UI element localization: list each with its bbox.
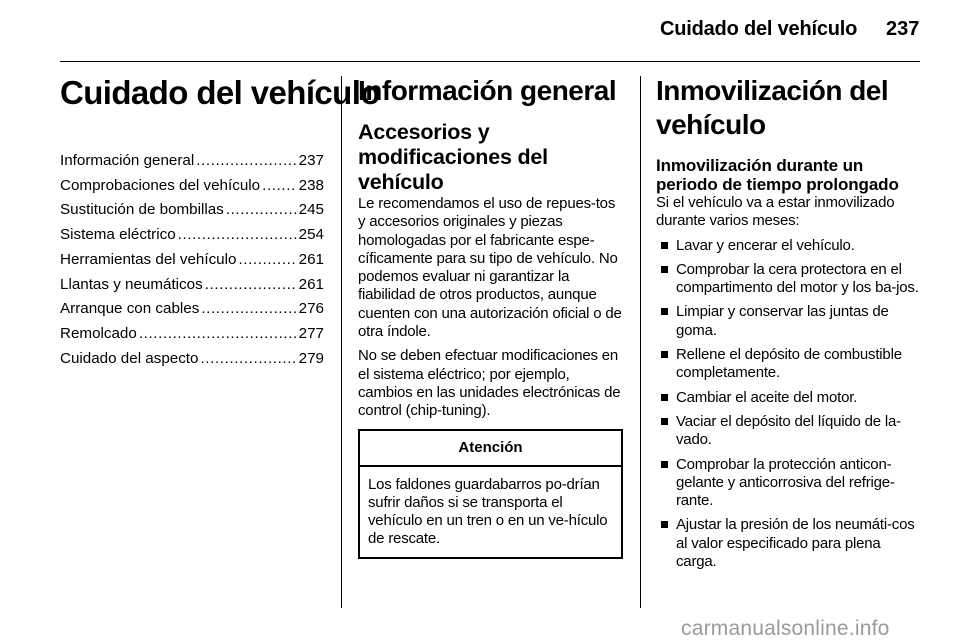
square-bullet-icon — [661, 394, 668, 401]
list-item-text: Rellene el depósito de combustible completamente. — [676, 346, 902, 382]
list-item-text: Ajustar la presión de los neumáti-cos al valor especificado para plena carga. — [676, 516, 915, 571]
toc-leader-dots — [226, 198, 297, 223]
list-item — [656, 516, 920, 571]
toc-entry-label: Comprobaciones del vehículo — [60, 176, 261, 194]
list-item-text: Comprobar la cera protectora en el compartimento del motor y los ba-jos. — [676, 260, 919, 297]
toc-entry-page: 238 — [298, 176, 324, 194]
table-of-contents — [60, 149, 324, 371]
toc-leader-dots — [262, 174, 297, 199]
square-bullet-icon — [661, 418, 668, 425]
list-item — [656, 346, 920, 383]
list-item-text: Vaciar el depósito del líquido de la-vado. — [676, 412, 901, 449]
list-item — [656, 261, 920, 298]
toc-entry-label: Cuidado del aspecto — [60, 349, 199, 367]
subsection-title-long-term: Inmovilización durante un periodo de tiempo prolongado — [656, 156, 899, 194]
column-divider-right — [640, 76, 641, 608]
toc-leader-dots — [201, 297, 296, 322]
toc-entry[interactable] — [60, 223, 324, 248]
caution-box — [358, 429, 623, 559]
paragraph-accessories: Le recomendamos el uso de repues-tos y accesorios originales y piezas homologadas por el fabricante espe-cíficamente para su tipo de vehículo. No podemos evaluar ni garantizar la fiabilidad de otros productos, aunque cuenten con una autorización oficial o de otra índole. — [358, 195, 622, 341]
toc-entry-page: 237 — [298, 152, 324, 169]
immobilization-checklist — [656, 237, 920, 572]
toc-entry-label: Remolcado — [60, 324, 137, 342]
toc-leader-dots — [139, 322, 297, 347]
header-divider — [60, 61, 920, 62]
column-divider-left — [341, 76, 342, 608]
square-bullet-icon — [661, 308, 668, 315]
toc-entry[interactable] — [60, 322, 324, 347]
watermark: carmanualsonline.info — [681, 617, 890, 640]
page-number: 237 — [886, 18, 920, 40]
square-bullet-icon — [661, 351, 668, 358]
square-bullet-icon — [661, 242, 668, 249]
toc-entry-page: 276 — [298, 300, 324, 318]
immobilization-column — [656, 74, 920, 577]
chapter-title: Cuidado del vehículo — [60, 74, 380, 111]
list-item-text: Comprobar la protección anticon-gelante y anticorrosiva del refrige-rante. — [676, 455, 895, 510]
toc-entry-page: 277 — [298, 324, 324, 342]
toc-entry[interactable] — [60, 297, 324, 322]
list-item — [656, 237, 920, 255]
list-item — [656, 413, 920, 450]
toc-entry-page: 261 — [298, 275, 324, 293]
toc-leader-dots — [196, 149, 296, 174]
subsection-title-accessories: Accesorios y modificaciones del vehículo — [358, 120, 548, 194]
list-item-text: Lavar y encerar el vehículo. — [676, 236, 855, 254]
toc-entry-page: 261 — [298, 250, 324, 268]
toc-entry[interactable] — [60, 248, 324, 273]
toc-entry-label: Sustitución de bombillas — [60, 201, 224, 219]
square-bullet-icon — [661, 266, 668, 273]
toc-entry-label: Información general — [60, 152, 195, 169]
general-info-column — [358, 74, 623, 559]
list-item-text: Limpiar y conservar las juntas de goma. — [676, 303, 889, 339]
list-item — [656, 456, 920, 511]
toc-entry[interactable] — [60, 174, 324, 199]
toc-entry-label: Llantas y neumáticos — [60, 275, 203, 293]
toc-entry-page: 254 — [298, 226, 324, 244]
paragraph-immobilization-intro: Si el vehículo va a estar inmovilizado durante varios meses: — [656, 194, 895, 230]
toc-leader-dots — [178, 223, 297, 248]
toc-entry[interactable] — [60, 347, 324, 372]
caution-heading: Atención — [360, 431, 621, 467]
toc-entry-page: 279 — [298, 349, 324, 367]
toc-leader-dots — [200, 347, 296, 372]
toc-entry[interactable] — [60, 149, 324, 174]
square-bullet-icon — [661, 521, 668, 528]
section-title-general: Información general — [358, 75, 617, 106]
toc-entry[interactable] — [60, 273, 324, 298]
toc-entry-label: Herramientas del vehículo — [60, 250, 237, 268]
list-item-text: Cambiar el aceite del motor. — [676, 388, 858, 406]
running-header-title: Cuidado del vehículo — [660, 18, 858, 40]
caution-text: Los faldones guardabarros po-drían sufrir daños si se transporta el vehículo en un tren o en un ve-hículo de rescate. — [368, 475, 608, 548]
section-title-immobilization: Inmovilización del vehículo — [656, 75, 889, 140]
toc-leader-dots — [238, 248, 296, 273]
paragraph-modifications: No se deben efectuar modificaciones en el sistema eléctrico; por ejemplo, cambios en las unidades electrónicas de control (chip-tuning). — [358, 347, 621, 420]
square-bullet-icon — [661, 461, 668, 468]
toc-entry[interactable] — [60, 198, 324, 223]
list-item — [656, 389, 920, 407]
toc-entry-page: 245 — [298, 201, 324, 219]
toc-entry-label: Arranque con cables — [60, 300, 200, 318]
toc-leader-dots — [205, 273, 297, 298]
toc-entry-label: Sistema eléctrico — [60, 226, 176, 244]
list-item — [656, 303, 920, 340]
